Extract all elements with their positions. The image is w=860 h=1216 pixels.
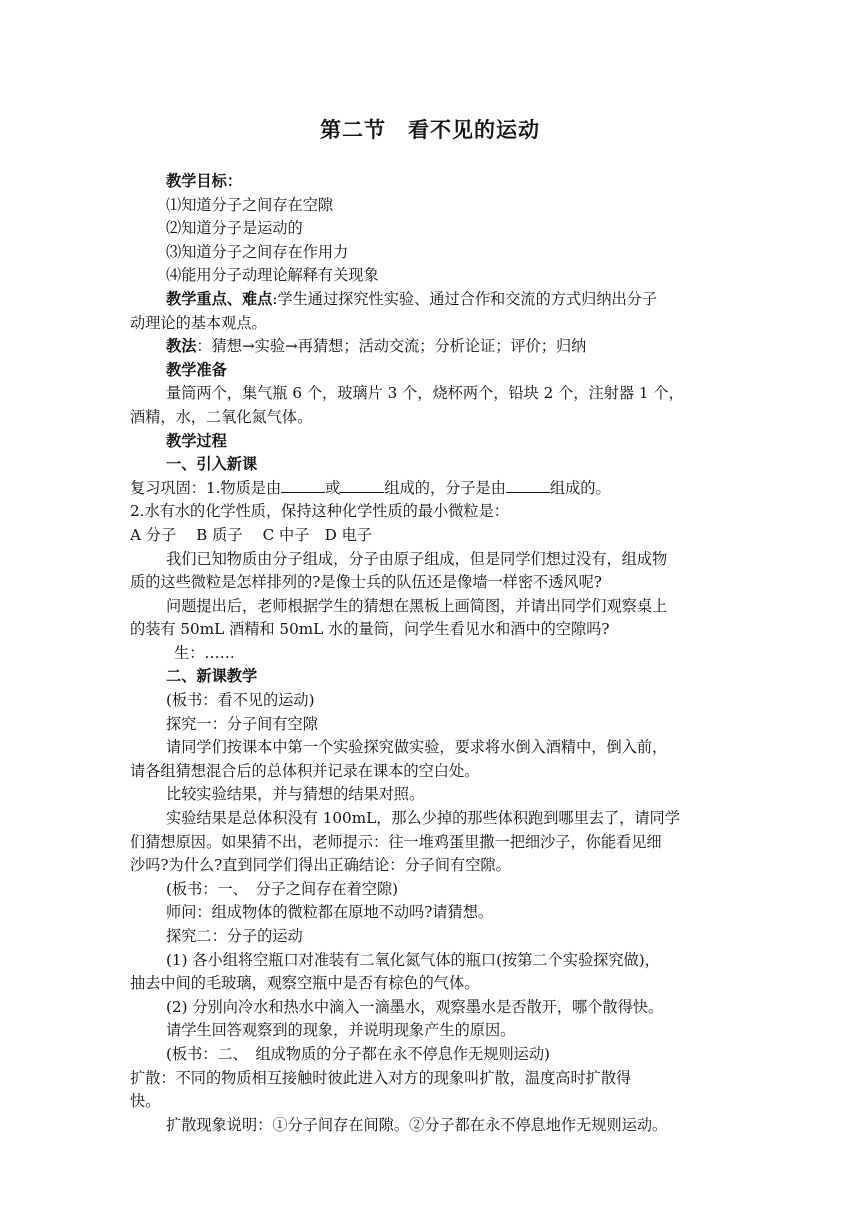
paragraph-line: 的装有 50mL 酒精和 50mL 水的量筒，问学生看见水和酒中的空隙吗? xyxy=(130,620,610,639)
paragraph-line: 扩散：不同的物质相互接触时彼此进入对方的现象叫扩散，温度高时扩散得 xyxy=(130,1068,632,1087)
explore-heading: 探究二：分子的运动 xyxy=(166,927,303,945)
fill-blank xyxy=(281,478,325,493)
focus-line-2: 动理论的基本观点。 xyxy=(130,313,267,332)
explore-heading: 探究一：分子间有空隙 xyxy=(166,714,318,733)
fill-blank xyxy=(340,478,384,493)
paragraph-line: 快。 xyxy=(130,1092,161,1111)
prep-line: 量筒两个，集气瓶 6 个，玻璃片 3 个，烧杯两个，铅块 2 个，注射器 1 个， xyxy=(166,384,684,403)
student-answer: 生：…… xyxy=(174,643,235,662)
process-heading: 教学过程 xyxy=(166,431,227,450)
paragraph-line: 请同学们按课本中第一个实验探究做实验，要求将水倒入酒精中，倒入前， xyxy=(166,738,668,757)
paragraph-line: 问题提出后，老师根据学生的猜想在黑板上画简图，并请出同学们观察桌上 xyxy=(166,596,668,615)
goals-heading: 教学目标： xyxy=(166,172,242,190)
paragraph-line: 比较实验结果，并与猜想的结果对照。 xyxy=(166,785,425,804)
paragraph-line: (1) 各小组将空瓶口对准装有二氧化氮气体的瓶口(按第二个实验探究做)， xyxy=(166,950,660,969)
fill-blank xyxy=(506,478,550,493)
review-text: 或 xyxy=(325,478,341,497)
board-note: (板书：二、 组成物质的分子都在永不停息作无规则运动) xyxy=(166,1044,550,1063)
section-heading: 一、引入新课 xyxy=(166,455,258,474)
paragraph-line: 们猜想原因。如果猜不出，老师提示：往一堆鸡蛋里撒一把细沙子，你能看见细 xyxy=(130,832,662,851)
paragraph-line: 实验结果是总体积没有 100mL，那么少掉的那些体积跑到哪里去了，请同学 xyxy=(166,809,680,828)
focus-label: 教学重点、难点 xyxy=(166,289,273,308)
paragraph-line: 师问：组成物体的微粒都在原地不动吗?请猜想。 xyxy=(166,903,494,922)
goal-item: ⑵知道分子是运动的 xyxy=(166,219,303,238)
document-body xyxy=(130,170,730,1137)
question-2: 2.水有水的化学性质，保持这种化学性质的最小微粒是： xyxy=(130,502,509,521)
goal-item: ⑷能用分子动理论解释有关现象 xyxy=(166,266,379,285)
paragraph-line: 扩散现象说明：①分子间存在间隙。②分子都在永不停息地作无规则运动。 xyxy=(166,1115,668,1134)
method-text: ：猜想→实验→再猜想；活动交流；分析论证；评价；归纳 xyxy=(196,337,587,356)
goal-item: ⑶知道分子之间存在作用力 xyxy=(166,242,349,261)
review-text: 复习巩固：1.物质是由 xyxy=(130,478,282,497)
focus-line xyxy=(130,288,730,312)
review-text: 组成的。 xyxy=(549,478,611,497)
page-title: 第二节 看不见的运动 xyxy=(320,118,540,142)
board-note: (板书：看不见的运动) xyxy=(166,691,315,710)
prep-line: 酒精，水，二氧化氮气体。 xyxy=(130,407,313,426)
method-label: 教法 xyxy=(166,337,197,356)
paragraph-line: 我们已知物质由分子组成，分子由原子组成，但是同学们想过没有，组成物 xyxy=(166,549,668,568)
paragraph-line: 质的这些微粒是怎样排列的?是像士兵的队伍还是像墙一样密不透风呢? xyxy=(130,573,602,592)
review-question xyxy=(130,477,730,501)
board-note: (板书：一、 分子之间存在着空隙) xyxy=(166,879,399,898)
section-heading: 二、新课教学 xyxy=(166,667,258,686)
method-line xyxy=(130,335,730,359)
paragraph-line: 请学生回答观察到的现象，并说明现象产生的原因。 xyxy=(166,1021,516,1040)
prep-heading: 教学准备 xyxy=(166,360,227,379)
paragraph-line: 请各组猜想混合后的总体积并记录在课本的空白处。 xyxy=(130,761,480,780)
review-text: 组成的，分子是由 xyxy=(384,478,506,497)
paragraph-line: 抽去中间的毛玻璃，观察空瓶中是否有棕色的气体。 xyxy=(130,974,480,993)
paragraph-line: (2) 分别向冷水和热水中滴入一滴墨水，观察墨水是否散开，哪个散得快。 xyxy=(166,997,664,1016)
answer-options: A 分子 B 质子 C 中子 D 电子 xyxy=(130,525,372,544)
focus-text: :学生通过探究性实验、通过合作和交流的方式归纳出分子 xyxy=(272,289,658,308)
goal-item: ⑴知道分子之间存在空隙 xyxy=(166,195,334,214)
paragraph-line: 沙吗?为什么?直到同学们得出正确结论：分子间有空隙。 xyxy=(130,856,511,875)
